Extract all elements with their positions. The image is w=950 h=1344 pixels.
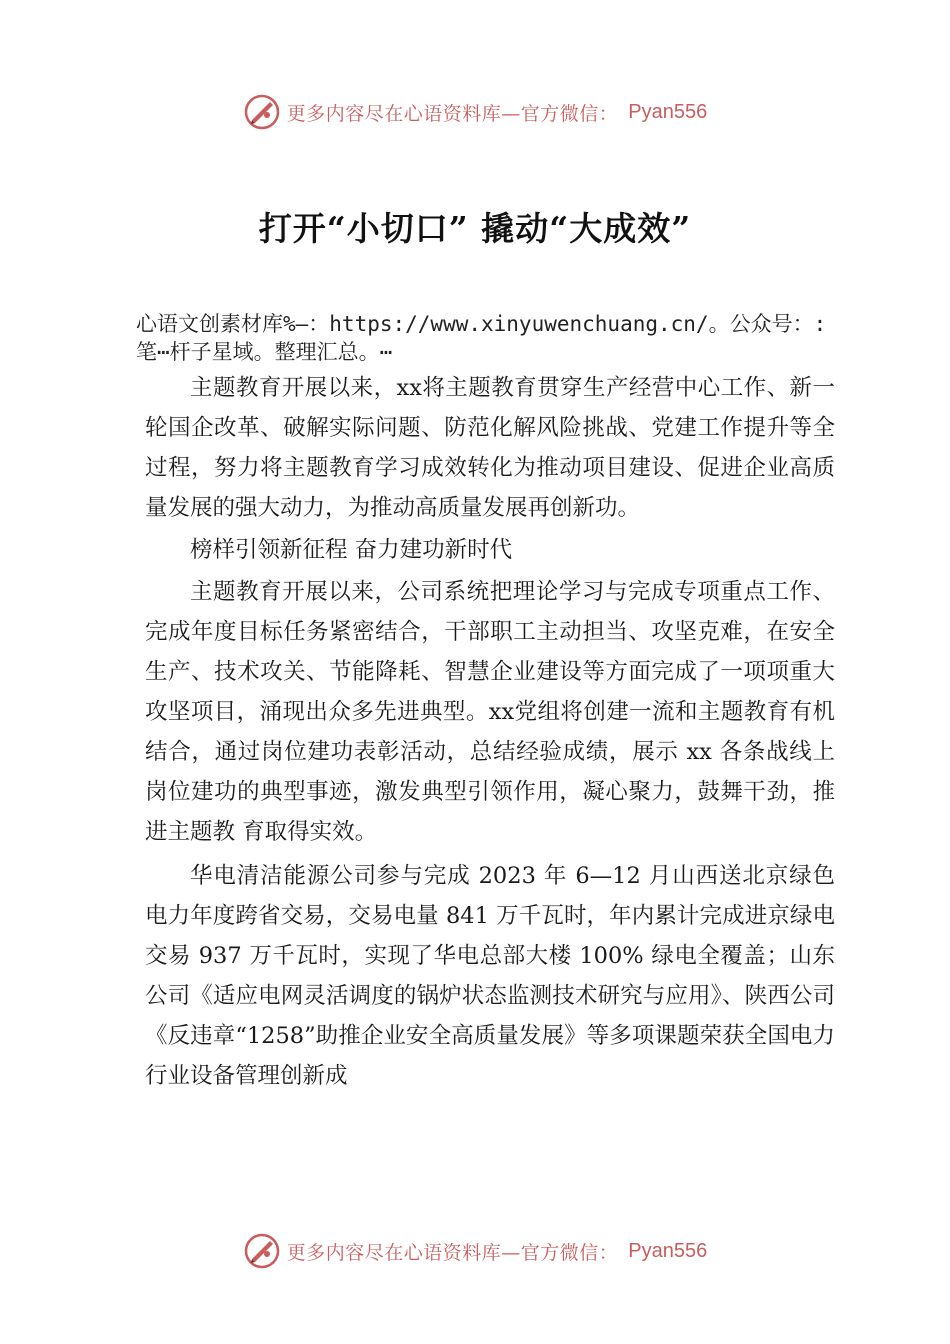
header-banner (0, 92, 950, 132)
source-line: 心语文创素材库%—：https://www.xinyuwenchuang.cn/。公众号：:笔⋯杆子星域。整理汇总。⋯ (136, 312, 827, 364)
section-subheading: 榜样引领新征程 奋力建功新时代 (190, 537, 513, 563)
footer-banner-text: 更多内容尽在心语资料库—官方微信： (286, 1241, 619, 1264)
document-body (145, 368, 835, 1096)
pen-logo-icon (243, 1232, 281, 1270)
footer-banner (0, 1231, 950, 1271)
header-wechat-id: Pyan556 (628, 100, 708, 123)
paragraph-model: 主题教育开展以来，公司系统把理论学习与完成专项重点工作、完成年度目标任务紧密结合，干部职工主动担当、攻坚克难，在安全生产、技术攻关、节能降耗、智慧企业建设等方面完成了一项项重大攻坚项目，涌现出众多先进典型。xx党组将创建一流和主题教育有机结合，通过岗位建功表彰活动，总结经验成绩，展示 xx 各条战线上岗位建功的典型事迹，激发典型引领作用，凝心聚力，鼓舞干劲，推进主题教 育取得实效。 (145, 579, 835, 845)
paragraph-achievements: 华电清洁能源公司参与完成 2023 年 6—12 月山西送北京绿色电力年度跨省交易，交易电量 841 万千瓦时，年内累计完成进京绿电交易 937 万千瓦时，实现了华电总部大楼 100% 绿电全覆盖；山东公司《适应电网灵活调度的锅炉状态监测技术研究与应用》、陕西公司《反违章“1258”助推企业安全高质量发展》等多项课题荣获全国电力行业设备管理创新成 (145, 863, 835, 1089)
header-banner-text: 更多内容尽在心语资料库—官方微信： (286, 102, 619, 125)
document-title: 打开“小切口” 撬动“大成效” (258, 209, 692, 248)
footer-wechat-id: Pyan556 (628, 1239, 708, 1262)
paragraph-intro: 主题教育开展以来，xx将主题教育贯穿生产经营中心工作、新一轮国企改革、破解实际问题、防范化解风险挑战、党建工作提升等全过程，努力将主题教育学习成效转化为推动项目建设、促进企业高质量发展的强大动力，为推动高质量发展再创新功。 (145, 375, 835, 521)
pen-logo-icon (243, 93, 281, 131)
